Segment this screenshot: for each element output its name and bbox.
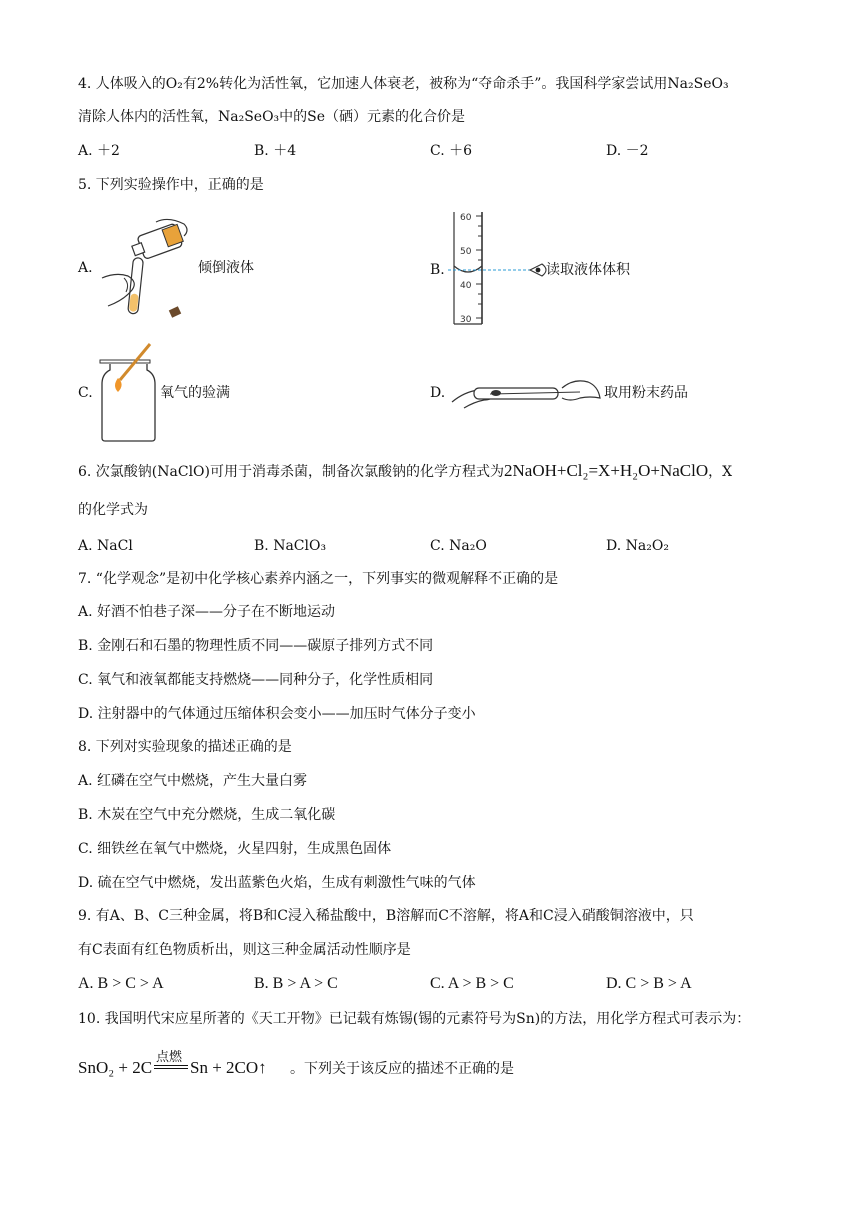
powder-tube-figure <box>450 372 602 412</box>
q10-eq-condition: 点燃 <box>156 1050 183 1065</box>
q8-option-d: D. 硫在空气中燃烧，发出蓝紫色火焰，生成有刺激性气味的气体 <box>78 875 476 891</box>
q4-option-c: C. ＋6 <box>430 143 473 159</box>
q6-line1 <box>78 461 732 482</box>
q9-option-a: A. B > C > A <box>78 975 164 992</box>
q5-d-letter: D. <box>430 385 446 401</box>
q8-stem: 8. 下列对实验现象的描述正确的是 <box>78 739 292 755</box>
q8-option-c: C. 细铁丝在氧气中燃烧，火星四射，生成黑色固体 <box>78 841 392 857</box>
q9-option-d: D. C > B > A <box>606 975 692 992</box>
q6-option-d: D. Na₂O₂ <box>606 538 669 554</box>
q9-line2: 有C表面有红色物质析出，则这三种金属活动性顺序是 <box>78 942 411 958</box>
q6-stem-tail: ，X <box>708 464 733 480</box>
tick-label: 60 <box>460 213 472 223</box>
tick-label: 50 <box>460 247 472 257</box>
q4-option-a: A. ＋2 <box>78 143 120 159</box>
oxygen-jar-figure <box>96 340 162 444</box>
tick-label: 30 <box>460 315 472 325</box>
q7-option-c: C. 氧气和液氧都能支持燃烧——同种分子，化学性质相同 <box>78 672 434 688</box>
q10-eq-left: SnO₂ + 2C <box>78 1058 153 1077</box>
q10-line1: 10. 我国明代宋应星所著的《天工开物》已记载有炼锡(锡的元素符号为Sn)的方法，用化学方程式可表示为： <box>78 1011 751 1027</box>
q4-option-b: B. ＋4 <box>254 143 297 159</box>
q9-line1: 9. 有A、B、C三种金属，将B和C浸入稀盐酸中，B溶解而C不溶解，将A和C浸入硝酸铜溶液中，只 <box>78 908 694 924</box>
q6-equation: 2NaOH+Cl₂=X+H₂O+NaClO <box>504 461 709 480</box>
q4-option-d: D. －2 <box>606 143 649 159</box>
q6-line2: 的化学式为 <box>78 502 148 518</box>
q10-stem-tail: 。下列关于该反应的描述不正确的是 <box>290 1061 514 1077</box>
q6-option-c: C. Na₂O <box>430 538 487 554</box>
q8-option-b: B. 木炭在空气中充分燃烧，生成二氧化碳 <box>78 807 336 823</box>
q5-a-caption: 倾倒液体 <box>198 260 254 276</box>
graduated-cylinder-figure <box>446 206 556 330</box>
q10-eq-right: Sn + 2CO↑ <box>190 1058 267 1077</box>
q4-line2: 清除人体内的活性氧，Na₂SeO₃中的Se（硒）元素的化合价是 <box>78 109 466 125</box>
q5-b-letter: B. <box>430 262 445 278</box>
q5-c-caption: 氧气的验满 <box>160 385 230 401</box>
eye-icon <box>536 268 541 273</box>
q4-line1: 4. 人体吸入的O₂有2%转化为活性氧，它加速人体衰老，被称为“夺命杀手”。我国科学家尝试用Na₂SeO₃ <box>78 76 729 92</box>
q5-c-letter: C. <box>78 385 93 401</box>
tick-label: 40 <box>460 281 472 291</box>
pouring-liquid-figure <box>98 212 198 324</box>
q5-b-caption: 读取液体体积 <box>546 262 630 278</box>
q10-eq-equals <box>154 1065 188 1069</box>
q9-option-b: B. B > A > C <box>254 975 338 992</box>
q5-stem: 5. 下列实验操作中，正确的是 <box>78 177 264 193</box>
q7-stem: 7. “化学观念”是初中化学核心素养内涵之一，下列事实的微观解释不正确的是 <box>78 571 559 587</box>
q9-option-c: C. A > B > C <box>430 975 514 992</box>
q6-option-a: A. NaCl <box>78 538 133 554</box>
q6-option-b: B. NaClO₃ <box>254 538 327 554</box>
q7-option-b: B. 金刚石和石墨的物理性质不同——碳原子排列方式不同 <box>78 638 434 654</box>
q8-option-a: A. 红磷在空气中燃烧，产生大量白雾 <box>78 773 308 789</box>
q5-a-letter: A. <box>78 260 93 276</box>
q6-stem-text: 6. 次氯酸钠(NaClO)可用于消毒杀菌，制备次氯酸钠的化学方程式为 <box>78 464 504 480</box>
q7-option-a: A. 好酒不怕巷子深——分子在不断地运动 <box>78 604 336 620</box>
q7-option-d: D. 注射器中的气体通过压缩体积会变小——加压时气体分子变小 <box>78 706 476 722</box>
q5-d-caption: 取用粉末药品 <box>604 385 688 401</box>
